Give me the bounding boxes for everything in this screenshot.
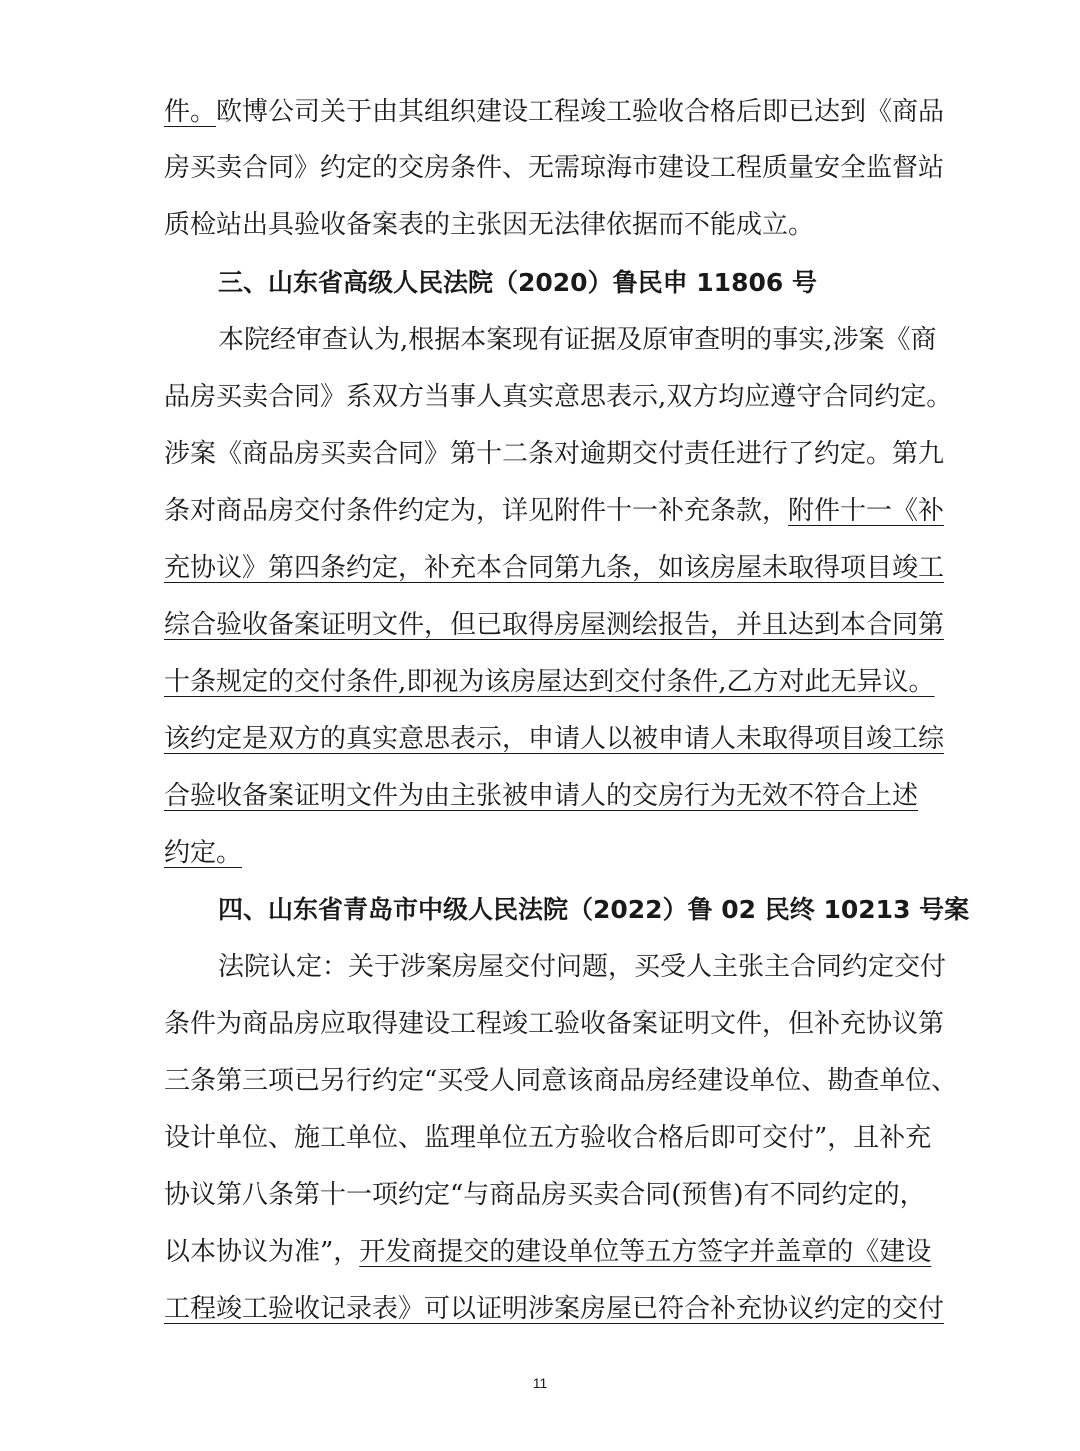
body-line-14: 约定。 [164, 838, 243, 868]
body-line-2: 房买卖合同》约定的交房条件、无需琼海市建设工程质量安全监督站 [164, 153, 945, 183]
body-line-20: 协议第八条第十一项约定“与商品房买卖合同(预售)有不同约定的， [164, 1180, 926, 1210]
body-line-3: 质检站出具验收备案表的主张因无法律依据而不能成立。 [164, 210, 815, 240]
body-line-19: 设计单位、施工单位、监理单位五方验收合格后即可交付”，且补充 [164, 1123, 932, 1153]
body-line-21: 以本协议为准”，开发商提交的建设单位等五方签字并盖章的《建设 [164, 1237, 932, 1267]
body-line-8: 条对商品房交付条件约定为，详见附件十一补充条款，附件十一《补 [164, 496, 945, 526]
body-line-12: 该约定是双方的真实意思表示，申请人以被申请人未取得项目竣工综 [164, 724, 945, 754]
body-line-16: 法院认定：关于涉案房屋交付问题，买受人主张主合同约定交付 [218, 952, 947, 982]
page-number: 11 [532, 1375, 548, 1391]
body-line-17: 条件为商品房应取得建设工程竣工验收备案证明文件，但补充协议第 [164, 1009, 945, 1039]
body-line-11: 十条规定的交付条件,即视为该房屋达到交付条件,乙方对此无异议。 [164, 667, 935, 697]
section-heading-4: 四、山东省青岛市中级人民法院（2022）鲁 02 民终 10213 号案 [218, 895, 970, 924]
body-line-5: 本院经审查认为,根据本案现有证据及原审查明的事实,涉案《商 [218, 325, 937, 355]
body-line-7: 涉案《商品房买卖合同》第十二条对逾期交付责任进行了约定。第九 [164, 439, 945, 469]
body-line-10: 综合验收备案证明文件，但已取得房屋测绘报告，并且达到本合同第 [164, 610, 945, 640]
body-line-1: 件。欧博公司关于由其组织建设工程竣工验收合格后即已达到《商品 [164, 97, 945, 127]
body-line-6: 品房买卖合同》系双方当事人真实意思表示,双方均应遵守合同约定。 [164, 382, 953, 412]
body-line-9: 充协议》第四条约定，补充本合同第九条，如该房屋未取得项目竣工 [164, 553, 945, 583]
body-line-13: 合验收备案证明文件为由主张被申请人的交房行为无效不符合上述 [164, 781, 919, 811]
section-heading-3: 三、山东省高级人民法院（2020）鲁民申 11806 号 [218, 268, 817, 297]
body-line-22: 工程竣工验收记录表》可以证明涉案房屋已符合补充协议约定的交付 [164, 1294, 945, 1324]
body-line-18: 三条第三项已另行约定“买受人同意该商品房经建设单位、勘查单位、 [164, 1066, 958, 1096]
